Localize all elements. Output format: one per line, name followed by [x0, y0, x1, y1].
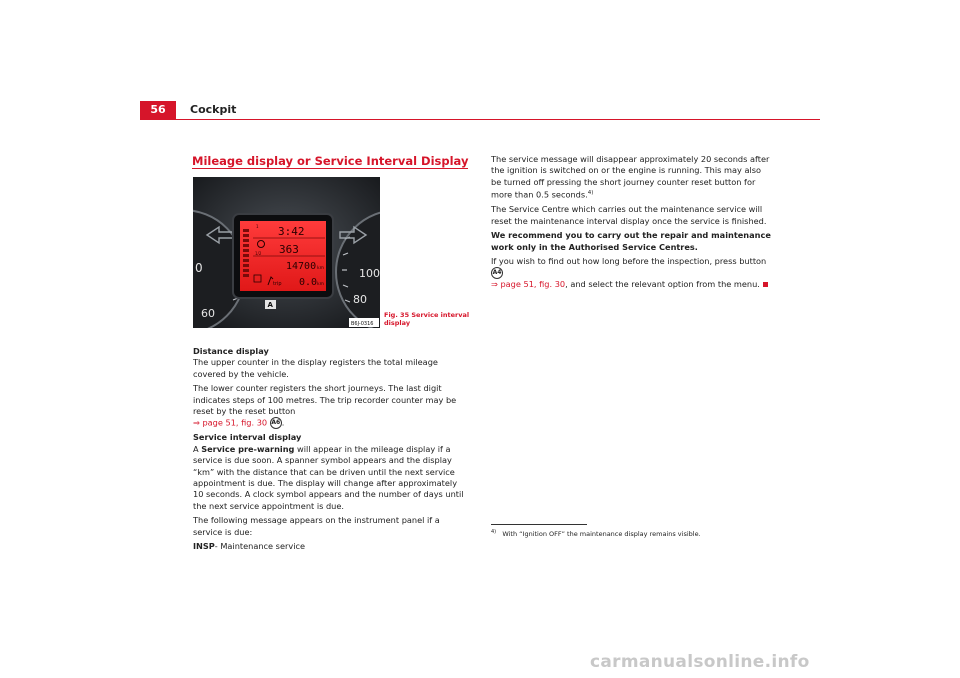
- figure-badge-a: A: [267, 301, 273, 309]
- button-a4-badge: A4: [491, 267, 503, 279]
- watermark: carmanualsonline.info: [590, 652, 810, 672]
- chapter-title: Cockpit: [190, 103, 237, 116]
- gauge-right-80: 80: [353, 293, 367, 306]
- lcd-trip-unit: km: [317, 282, 324, 287]
- instrument-cluster-illustration: [193, 177, 380, 328]
- header-rule: [140, 119, 820, 120]
- footnote-text: With “Ignition OFF” the maintenance display remains visible.: [502, 530, 701, 539]
- lcd-mileage: 14700: [286, 261, 317, 272]
- lcd-clock: 3:42: [278, 225, 305, 238]
- footnote-number: 4): [491, 529, 497, 535]
- footnote-rule: [491, 524, 587, 525]
- end-mark-icon: [763, 282, 768, 287]
- right-column: [491, 154, 771, 294]
- gauge-right-100: 100: [359, 267, 380, 280]
- service-prewarning-term: Service pre-warning: [201, 443, 295, 454]
- right-p1-text: The service message will disappear approximately 20 seconds after the ignition is switched on or the engine is running. This may also be turned off pressing the short journey counter reset button for more than 0.5 seconds.: [491, 154, 770, 200]
- insp-line: [193, 541, 469, 552]
- heading-rule: [192, 168, 468, 169]
- section-heading: Mileage display or Service Interval Display: [192, 154, 469, 168]
- lcd-mileage-unit: km: [317, 266, 324, 271]
- reset-button-badge: A6: [270, 417, 282, 429]
- insp-desc: - Maintenance service: [214, 541, 306, 552]
- lcd-trip: 0.0: [299, 277, 318, 288]
- footnote-ref: 4): [587, 190, 594, 197]
- instrument-cluster-figure: [193, 177, 380, 328]
- left-column: [193, 346, 469, 556]
- gauge-left-60: 60: [201, 307, 215, 320]
- distance-heading: Distance display: [193, 346, 269, 356]
- distance-paragraph-1: The upper counter in the display registers the total mileage covered by the vehicle.: [193, 357, 438, 379]
- right-paragraph-1: [491, 154, 771, 201]
- lcd-trip-label: trip: [273, 281, 282, 287]
- service-message-intro: The following message appears on the instrument panel if a service is due:: [193, 515, 440, 537]
- p3-rest: will appear in the mileage display if a service is due soon. A spanner symbol appears and the display “km” with the distance that can be driven until the next service appointment is due. The display will change after approximately 10 seconds. A clock symbol appears and the number of days until the next service appointment is due.: [193, 443, 464, 511]
- page-51-link[interactable]: ⇒ page 51, fig. 30: [193, 417, 268, 428]
- service-paragraph: [193, 444, 469, 512]
- figure-code: B6J-0316: [351, 321, 374, 327]
- lcd-scale-half: 1/2: [255, 251, 262, 256]
- right-p4-text: If you wish to find out how long before the inspection, press button: [491, 255, 767, 266]
- service-heading: Service interval display: [193, 432, 302, 443]
- distance-p2-text: The lower counter registers the short journeys. The last digit indicates steps of 100 metres. The trip recorder counter may be reset by the reset button: [193, 383, 457, 417]
- figure-caption: Fig. 35 Service interval display: [384, 311, 470, 327]
- right-paragraph-4: [491, 256, 771, 291]
- right-paragraph-3: We recommend you to carry out the repair and maintenance work only in the Authorised Service Centres.: [491, 230, 771, 252]
- page-51-link-2[interactable]: ⇒ page 51, fig. 30: [491, 279, 566, 290]
- insp-term: INSP: [193, 541, 215, 552]
- lcd-scale-1: 1: [256, 224, 259, 229]
- p3-prefix: A: [193, 443, 202, 454]
- right-p4-end: , and select the relevant option from the menu.: [565, 279, 760, 290]
- lcd-days: 363: [279, 243, 299, 256]
- gauge-left-0: 0: [195, 261, 203, 275]
- footnote: [491, 529, 701, 538]
- distance-paragraph-2: The lower counter registers the short journeys. The last digit indicates steps of 100 metres. The trip recorder counter may be reset by the reset button ⇒ page 51, fig. 30 A6 .: [193, 383, 457, 428]
- right-paragraph-2: The Service Centre which carries out the maintenance service will reset the maintenance interval display once the service is finished.: [491, 204, 767, 226]
- page-number: 56: [140, 101, 176, 119]
